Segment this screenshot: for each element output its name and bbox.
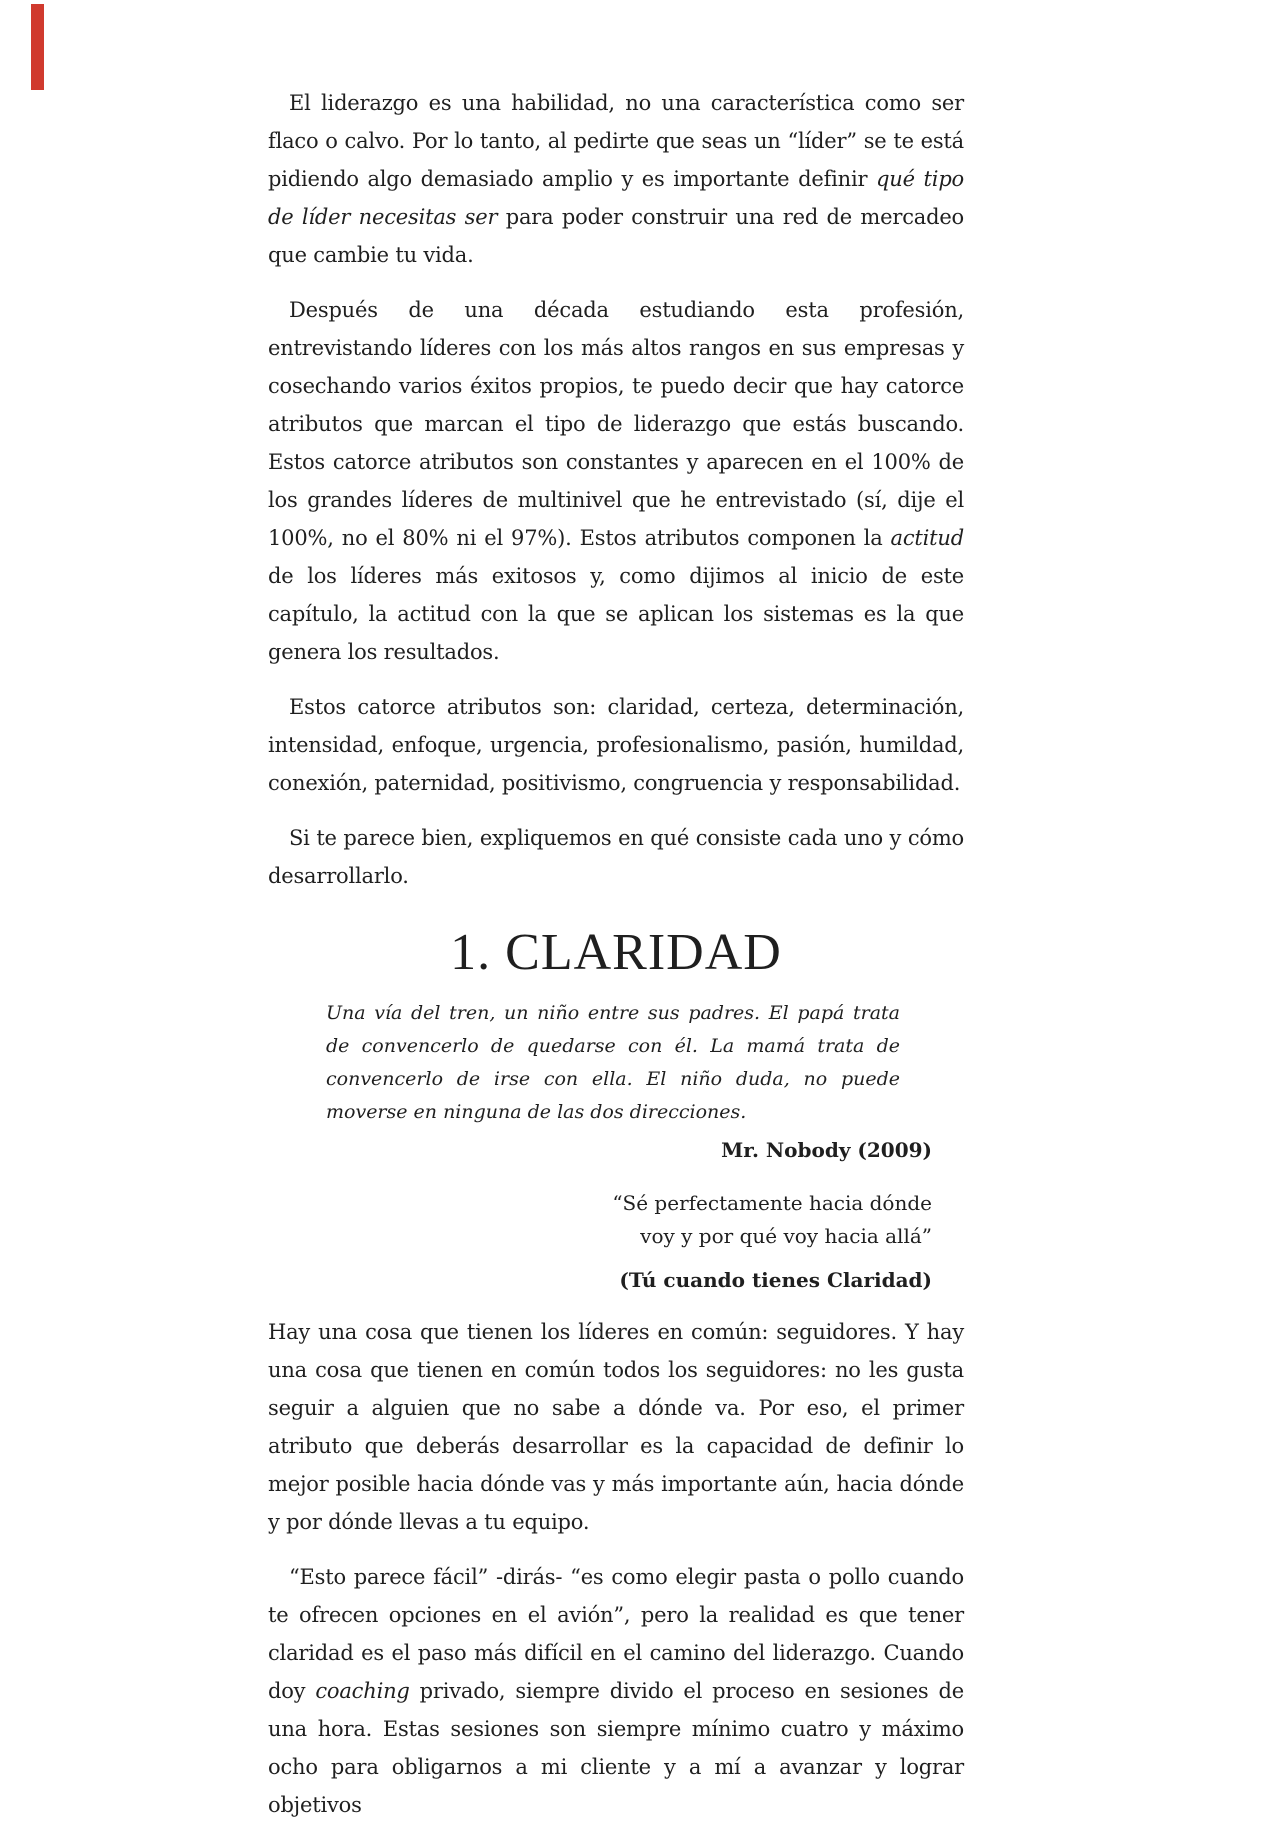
paragraph: Si te parece bien, expliquemos en qué consiste cada uno y cómo desarrollarlo. (268, 826, 964, 888)
paragraph: Después de una década estudiando esta profesión, entrevistando líderes con los más altos rangos en sus empresas y cosechando varios éxitos propios, te puedo decir que hay catorce atributos que marcan el tipo de liderazgo que estás buscando. Estos catorce atributos son constantes y aparecen en el 100% de los grandes líderes de multinivel que he entrevistado (sí, dije el 100%, no el 80% ni el 97%). Estos atributos componen la actitud de los líderes más exitosos y, como dijimos al inicio de este capítulo, la actitud con la que se aplican los sistemas es la que genera los resultados. (268, 298, 964, 664)
claridad-quote: “Sé perfectamente hacia dónde voy y por qué voy hacia allá” (612, 1191, 932, 1248)
paragraph: Hay una cosa que tienen los líderes en común: seguidores. Y hay una cosa que tienen en común todos los seguidores: no les gusta seguir a alguien que no sabe a dónde va. Por eso, el primer atributo que deberás desarrollar es la capacidad de definir lo mejor posible hacia dónde vas y más importante aún, hacia dónde y por dónde llevas a tu equipo. (268, 1320, 964, 1534)
epigraph-source: Mr. Nobody (2009) (721, 1138, 932, 1162)
intro-paragraphs (268, 84, 964, 895)
chapter-epigraph: Una vía del tren, un niño entre sus padres. El papá trata de convencerlo de quedarse con él. La mamá trata de convencerlo de irse con ella. El niño duda, no puede moverse en ninguna de las dos direcciones. (326, 1002, 900, 1123)
claridad-quote-attribution: (Tú cuando tienes Claridad) (619, 1268, 932, 1292)
body-paragraphs (268, 1313, 964, 1824)
page-text-column (268, 84, 964, 1841)
chapter-heading: 1. CLARIDAD (450, 924, 782, 981)
red-bookmark-marker (31, 4, 44, 90)
paragraph: “Esto parece fácil” -dirás- “es como elegir pasta o pollo cuando te ofrecen opciones en el avión”, pero la realidad es que tener claridad es el paso más difícil en el camino del liderazgo. Cuando doy coaching privado, siempre divido el proceso en sesiones de una hora. Estas sesiones son siempre mínimo cuatro y máximo ocho para obligarnos a mi cliente y a mí a avanzar y lograr objetivos (268, 1565, 964, 1817)
paragraph: Estos catorce atributos son: claridad, certeza, determinación, intensidad, enfoque, urgencia, profesionalismo, pasión, humildad, conexión, paternidad, positivismo, congruencia y responsabilidad. (268, 695, 964, 795)
paragraph: El liderazgo es una habilidad, no una característica como ser flaco o calvo. Por lo tanto, al pedirte que seas un “líder” se te está pidiendo algo demasiado amplio y es importante definir qué tipo de líder necesitas ser para poder construir una red de mercadeo que cambie tu vida. (268, 91, 965, 267)
